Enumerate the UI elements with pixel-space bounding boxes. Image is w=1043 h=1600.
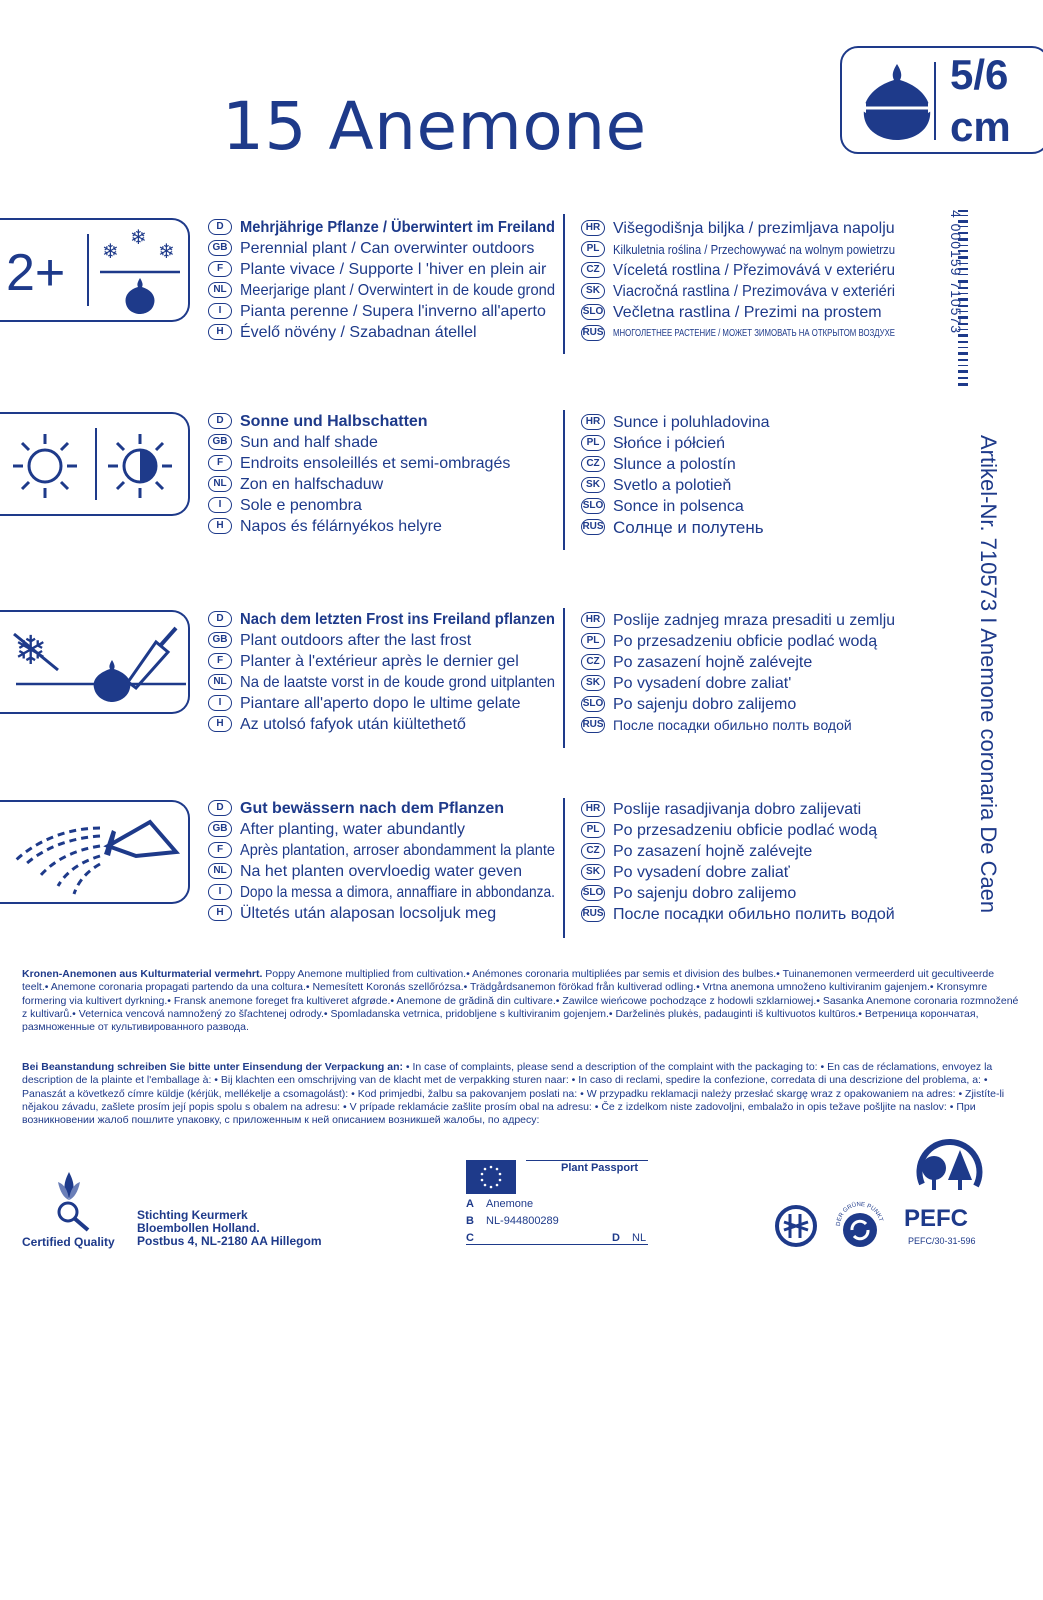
column-divider [563,410,565,550]
lang-row: NL Na de laatste vorst in de koude grond uitplanten [208,672,580,693]
plant-passport-title: Plant Passport [561,1162,639,1174]
org-line2: Bloembollen Holland. [137,1221,260,1235]
lang-row: PL Kilkuletnia roślina / Przechowywać na wolnym powietrzu [581,239,937,260]
lang-row: RUS После посадки обильно полить водой [582,906,895,924]
lang-row: F Planter à l'extérieur après le dernier gel [208,651,519,672]
lang-row: NL Meerjarige plant / Overwintert in de koude grond [208,280,582,301]
cultivation-lead: Kronen-Anemonen aus Kulturmaterial vermehrt. [22,968,263,980]
pefc-label: PEFC [904,1205,969,1232]
lang-row: H Napos és félárnyékos helyre [208,516,442,537]
lang-row: H Ültetés után alaposan locsoljuk meg [208,903,496,924]
lang-row: SLO Po sajenju dobro zalijemo [582,696,797,714]
size-unit: cm [950,103,1011,150]
lang-row: NL Zon en halfschaduw [208,474,383,495]
complaints-body: • In case of complaints, please send a description of the complaint with the packaging to: • En cas de réclamations, envoyez la description de la plainte et l'emballage à: • Bij klachten een omschrijving van de klacht met de verpakking sturen naar: • In caso di reclami, spedire la confezione, corredata di una descrizione del problema, a: • Panaszát a következő címre küldje (kérjük, mellékelje a csomagolást): • Kod primjedbi, žalbu sa pakovanjem poslati na: • W przypadku reklamacji należy przesłać skargę wraz z opakowaniem na adres: • Zjistíte-li nějakou závadu, zašlete prosím její popis spolu s obalem na adresu: • V prípade reklamácie zašlite prosím obal na adresu: • Če z izdelkom niste zadovoljni, embalažo in opis težave pošljite na naslov: • При возникновении жалоб пошлите упаковку, с приложенным к ней описанием возникшей жалобы, по адресу: [22,1061,1005,1127]
lang-row: PL Po przesadzeniu obficie podlać wodą [581,820,877,841]
watering-can-icon [0,800,190,904]
svg-text:❄: ❄ [158,239,175,263]
lang-row: GB Sun and half shade [208,432,378,453]
lang-row: CZ Slunce a polostín [581,454,736,475]
disposal-symbol-icon [774,1204,818,1248]
lang-row: RUS После посадки обильно полть водой [582,717,852,734]
lang-row: PL Słońce i półcień [581,433,725,454]
svg-text:❄: ❄ [130,225,147,249]
lang-row: RUS МНОГОЛЕТНЕЕ РАСТЕНИЕ / МОЖЕТ ЗИМОВАТЬ НА ОТКРЫТОМ ВОЗДУХЕ [582,326,895,340]
certified-quality-label: Certified Quality [22,1235,115,1249]
lang-row: H Az utolsó fafyok után kiültethető [208,714,466,735]
lang-row: HR Poslije zadnjeg mraza presaditi u zemlju [581,610,898,631]
green-dot-recycle-icon [832,1198,888,1254]
lang-row: H Évelő növény / Szabadnan átellel [208,322,477,343]
perennial-years-label: 2+ [6,244,66,302]
passport-row-a: A Anemone [466,1198,534,1210]
org-line3: Postbus 4, NL-2180 AA Hillegom [137,1234,322,1248]
lang-row: CZ Víceletá rostlina / Přezimovává v exteriéru [581,260,912,281]
lang-row: SK Viacročná rastlina / Prezimováva v exteriéri [581,281,920,302]
lang-row: HR Višegodišnja biljka / prezimljava napolju [581,218,895,239]
product-title: 15 Anemone [222,88,647,165]
lang-row: SLO Večletna rastlina / Prezimi na prostem [582,304,882,322]
lang-row: GB Perennial plant / Can overwinter outdoors [208,238,534,259]
complaints-lead: Bei Beanstandung schreiben Sie bitte unter Einsendung der Verpackung an: [22,1061,403,1073]
lang-row: CZ Po zasazení hojně zalévejte [581,652,812,673]
pefc-logo-icon [904,1136,992,1256]
lang-row: D Gut bewässern nach dem Pflanzen [208,798,504,819]
passport-title-line [526,1160,648,1161]
lang-row: F Plante vivace / Supporte l 'hiver en plein air [208,259,546,280]
lang-row: SK Svetlo a polotieň [581,475,731,496]
complaints-paragraph [22,1061,1022,1127]
barcode-digits: 4 000159 710573 [948,210,964,334]
lang-row: SK Po vysadení dobre zaliať [581,862,790,883]
size-separator [934,62,936,140]
lang-row: D Sonne und Halbschatten [208,411,428,432]
keurmerk-logo-icon [44,1168,94,1234]
lang-row: D Nach dem letzten Frost ins Freiland pflanzen [208,609,580,630]
lang-row: HR Sunce i poluhladovina [581,412,770,433]
lang-row: NL Na het planten overvloedig water geven [208,861,522,882]
org-line1: Stichting Keurmerk [137,1208,248,1222]
perennial-snowflake-bulb-icon [0,218,190,322]
bulb-size-box [840,46,1043,154]
lang-row: I Dopo la messa a dimora, annaffiare in abbondanza. [208,882,607,903]
lang-row: F Endroits ensoleillés et semi-ombragés [208,453,510,474]
pefc-code: PEFC/30-31-596 [908,1236,976,1246]
passport-underline [466,1244,648,1245]
lang-row: D Mehrjährige Pflanze / Überwintert im Freiland [208,217,583,238]
plant-passport [466,1160,648,1246]
passport-row-c: C D NL [466,1232,647,1244]
lang-row: F Après plantation, arroser abondamment la plante [208,840,587,861]
lang-row: SK Po vysadení dobre zaliat' [581,673,791,694]
lang-row: SLO Sonce in polsenca [582,498,744,516]
lang-row: GB Plant outdoors after the last frost [208,630,471,651]
lang-row: HR Poslije rasadjivanja dobro zalijevati [581,799,861,820]
cultivation-paragraph [22,968,1022,1034]
lang-row: GB After planting, water abundantly [208,819,465,840]
size-value: 5/6 [950,51,1009,98]
lang-row: SLO Po sajenju dobro zalijemo [582,885,797,903]
lang-row: I Pianta perenne / Supera l'inverno all'aperto [208,301,546,322]
article-number: Artikel-Nr. 710573 I Anemone coronaria De Caen [976,435,1001,914]
cultivation-body: Poppy Anemone multiplied from cultivation.• Anémones coronaria multipliées par semis et division des bulbes.• Tuinanemonen vermeerderd uit gecultiveerde teelt.• Anemone coronaria propagati partendo da una coltura.• Nemesített Koronás szellőrózsa.• Trädgårdsanemon förökad från kultiverad odling.• Vrtna anemona umnoženo kultiviranim gajenjem.• Kronsymre formering via kultivert dyrkning.• Fransk anemone foreget fra kultiveret afgrøde.• Anemone de grădină din cultivare.• Zawilce wieńcowe pochodzące z hodowli szklarniowej.• Sasanka Anemone coronaria rozmnožené z kultivarů.• Veternica vencová namnožený zo šľachtenej odrody.• Spomladanska vetrnica, pridobljene s kultiviranim gojenjem.• Darželinės plukės, padauginti iš kultivuotos kultūros.• Ветреница корончатая, размноженные от культивированного развода. [22,968,1019,1034]
bulb-size-icon [852,56,942,146]
svg-text:DER GRÜNE PUNKT: DER GRÜNE PUNKT [835,1201,884,1227]
frost-planting-trowel-icon [0,610,190,714]
svg-text:❄: ❄ [102,239,119,263]
column-divider [563,798,565,938]
lang-row: RUS Солнце и полутень [582,518,764,538]
svg-text:❄: ❄ [14,628,48,674]
eu-flag-icon [466,1160,516,1194]
lang-row: PL Po przesadzeniu obficie podlać wodą [581,631,877,652]
lang-row: I Piantare all'aperto dopo le ultime gelate [208,693,521,714]
lang-row: I Sole e penombra [208,495,362,516]
lang-row: CZ Po zasazení hojně zalévejte [581,841,812,862]
sun-half-shade-icon [0,412,190,516]
passport-row-b: B NL-944800289 [466,1215,559,1227]
